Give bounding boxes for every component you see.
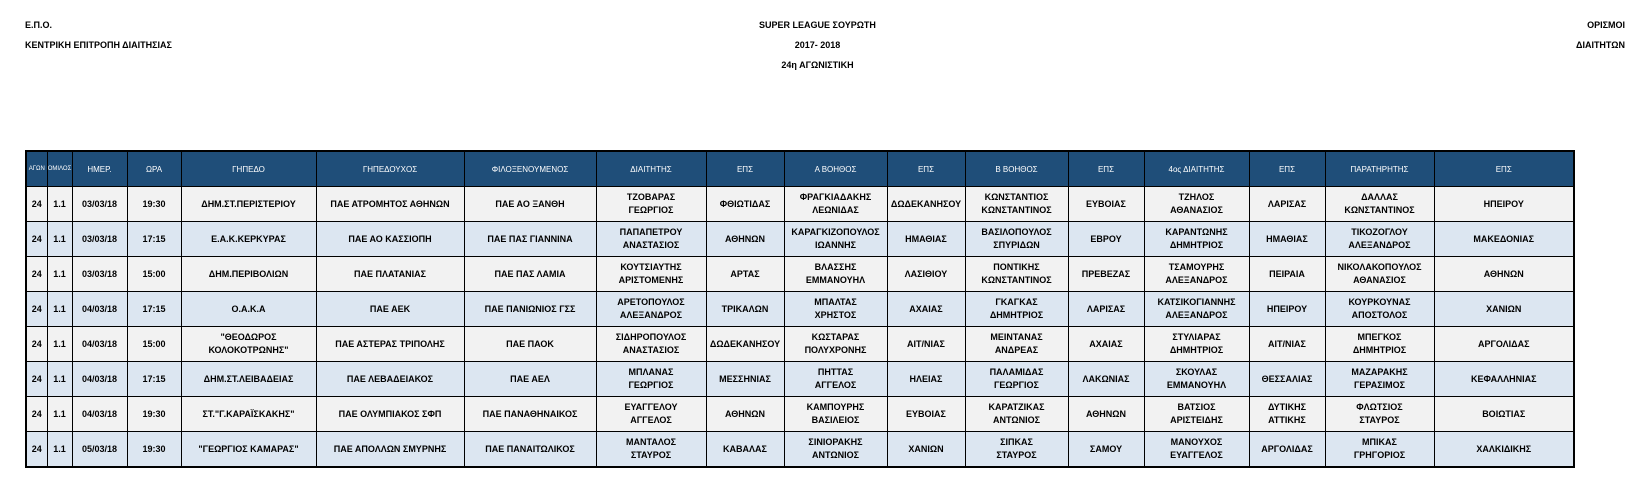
cell-agon: 24 [26,362,47,397]
cell-assistant-b-eps: ΣΑΜΟΥ [1068,432,1144,468]
cell-home: ΠΑΕ ΑΤΡΟΜΗΤΟΣ ΑΘΗΝΩΝ [316,187,464,222]
cell-date: 04/03/18 [72,292,127,327]
cell-agon: 24 [26,257,47,292]
col-header: ΩΡΑ [127,151,181,187]
cell-assistant-b: ΠΟΝΤΙΚΗΣ ΚΩΝΣΤΑΝΤΙΝΟΣ [965,257,1068,292]
cell-home: ΠΑΕ ΑΠΟΛΛΩΝ ΣΜΥΡΝΗΣ [316,432,464,468]
cell-fourth-official-eps: ΔΥΤΙΚΗΣ ΑΤΤΙΚΗΣ [1249,397,1325,432]
cell-assistant-b-eps: ΑΘΗΝΩΝ [1068,397,1144,432]
cell-fourth-official: ΒΑΤΣΙΟΣ ΑΡΙΣΤΕΙΔΗΣ [1144,397,1249,432]
cell-stadium: ΔΗΜ.ΣΤ.ΛΕΙΒΑΔΕΙΑΣ [181,362,316,397]
table-row [26,432,1574,468]
cell-stadium: Ε.Α.Κ.ΚΕΡΚΥΡΑΣ [181,222,316,257]
col-header: Β ΒΟΗΘΟΣ [965,151,1068,187]
referee-assignments-table [25,150,1575,468]
doc-title-line2: ΔΙΑΙΤΗΤΩΝ [1575,40,1625,50]
col-header: ΑΓΩΝ [26,151,47,187]
cell-observer-eps: ΧΑΛΚΙΔΙΚΗΣ [1434,432,1574,468]
cell-omilos: 1.1 [47,222,72,257]
cell-time: 15:00 [127,327,181,362]
cell-date: 03/03/18 [72,257,127,292]
table-row [26,222,1574,257]
cell-assistant-a: ΜΠΑΛΤΑΣ ΧΡΗΣΤΟΣ [784,292,887,327]
cell-referee-eps: ΑΡΤΑΣ [706,257,784,292]
cell-time: 17:15 [127,292,181,327]
cell-referee: ΠΑΠΑΠΕΤΡΟΥ ΑΝΑΣΤΑΣΙΟΣ [596,222,706,257]
cell-observer-eps: ΜΑΚΕΔΟΝΙΑΣ [1434,222,1574,257]
cell-observer: ΝΙΚΟΛΑΚΟΠΟΥΛΟΣ ΑΘΑΝΑΣΙΟΣ [1325,257,1434,292]
cell-fourth-official: ΚΑΡΑΝΤΩΝΗΣ ΔΗΜΗΤΡΙΟΣ [1144,222,1249,257]
cell-time: 19:30 [127,432,181,468]
cell-assistant-b: ΣΙΠΚΑΣ ΣΤΑΥΡΟΣ [965,432,1068,468]
cell-omilos: 1.1 [47,257,72,292]
cell-assistant-a-eps: ΑΧΑΙΑΣ [887,292,965,327]
col-header: ΕΠΣ [1434,151,1574,187]
col-header: ΗΜΕΡ. [72,151,127,187]
cell-referee-eps: ΔΩΔΕΚΑΝΗΣΟΥ [706,327,784,362]
cell-date: 03/03/18 [72,187,127,222]
col-header: Α ΒΟΗΘΟΣ [784,151,887,187]
cell-away: ΠΑΕ ΑΕΛ [464,362,596,397]
table-row [26,292,1574,327]
cell-home: ΠΑΕ ΑΕΚ [316,292,464,327]
cell-assistant-b-eps: ΕΒΡΟΥ [1068,222,1144,257]
cell-assistant-b: ΚΩΝΣΤΑΝΤΙΟΣ ΚΩΝΣΤΑΝΤΙΝΟΣ [965,187,1068,222]
cell-away: ΠΑΕ ΑΟ ΞΑΝΘΗ [464,187,596,222]
cell-observer-eps: ΑΡΓΟΛΙΔΑΣ [1434,327,1574,362]
table-row [26,362,1574,397]
cell-fourth-official-eps: ΠΕΙΡΑΙΑ [1249,257,1325,292]
cell-agon: 24 [26,432,47,468]
cell-observer-eps: ΧΑΝΙΩΝ [1434,292,1574,327]
cell-referee: ΜΠΛΑΝΑΣ ΓΕΩΡΓΙΟΣ [596,362,706,397]
cell-home: ΠΑΕ ΟΛΥΜΠΙΑΚΟΣ ΣΦΠ [316,397,464,432]
cell-observer: ΤΙΚΟΖΟΓΛΟΥ ΑΛΕΞΑΝΔΡΟΣ [1325,222,1434,257]
doc-title-line1: ΟΡΙΣΜΟΙ [1587,20,1625,30]
cell-home: ΠΑΕ ΑΟ ΚΑΣΣΙΟΠΗ [316,222,464,257]
cell-omilos: 1.1 [47,432,72,468]
cell-omilos: 1.1 [47,362,72,397]
table-row [26,257,1574,292]
cell-agon: 24 [26,397,47,432]
cell-fourth-official-eps: ΘΕΣΣΑΛΙΑΣ [1249,362,1325,397]
cell-omilos: 1.1 [47,327,72,362]
cell-referee: ΑΡΕΤΟΠΟΥΛΟΣ ΑΛΕΞΑΝΔΡΟΣ [596,292,706,327]
cell-referee-eps: ΚΑΒΑΛΑΣ [706,432,784,468]
cell-agon: 24 [26,292,47,327]
cell-date: 04/03/18 [72,362,127,397]
cell-fourth-official: ΚΑΤΣΙΚΟΓΙΑΝΝΗΣ ΑΛΕΞΑΝΔΡΟΣ [1144,292,1249,327]
col-header: ΔΙΑΙΤΗΤΗΣ [596,151,706,187]
cell-referee-eps: ΦΘΙΩΤΙΔΑΣ [706,187,784,222]
cell-assistant-a-eps: ΔΩΔΕΚΑΝΗΣΟΥ [887,187,965,222]
cell-assistant-a: ΦΡΑΓΚΙΑΔΑΚΗΣ ΛΕΩΝΙΔΑΣ [784,187,887,222]
col-header: ΠΑΡΑΤΗΡΗΤΗΣ [1325,151,1434,187]
col-header: 4ος ΔΙΑΙΤΗΤΗΣ [1144,151,1249,187]
table-row [26,187,1574,222]
cell-home: ΠΑΕ ΑΣΤΕΡΑΣ ΤΡΙΠΟΛΗΣ [316,327,464,362]
cell-time: 17:15 [127,222,181,257]
cell-referee: ΜΑΝΤΑΛΟΣ ΣΤΑΥΡΟΣ [596,432,706,468]
cell-observer-eps: ΑΘΗΝΩΝ [1434,257,1574,292]
cell-assistant-a: ΚΩΣΤΑΡΑΣ ΠΟΛΥΧΡΟΝΗΣ [784,327,887,362]
cell-assistant-b-eps: ΛΑΡΙΣΑΣ [1068,292,1144,327]
cell-time: 15:00 [127,257,181,292]
cell-stadium: Ο.Α.Κ.Α [181,292,316,327]
col-header: ΦΙΛΟΞΕΝΟΥΜΕΝΟΣ [464,151,596,187]
cell-referee-eps: ΑΘΗΝΩΝ [706,222,784,257]
cell-assistant-b: ΓΚΑΓΚΑΣ ΔΗΜΗΤΡΙΟΣ [965,292,1068,327]
cell-assistant-a: ΣΙΝΙΟΡΑΚΗΣ ΑΝΤΩΝΙΟΣ [784,432,887,468]
cell-away: ΠΑΕ ΠΑΟΚ [464,327,596,362]
cell-observer-eps: ΒΟΙΩΤΙΑΣ [1434,397,1574,432]
cell-referee: ΕΥΑΓΓΕΛΟΥ ΑΓΓΕΛΟΣ [596,397,706,432]
cell-agon: 24 [26,327,47,362]
cell-assistant-a-eps: ΗΜΑΘΙΑΣ [887,222,965,257]
cell-fourth-official-eps: ΗΜΑΘΙΑΣ [1249,222,1325,257]
cell-assistant-b: ΠΑΛΑΜΙΔΑΣ ΓΕΩΡΓΙΟΣ [965,362,1068,397]
cell-assistant-b: ΜΕΙΝΤΑΝΑΣ ΑΝΔΡΕΑΣ [965,327,1068,362]
cell-date: 05/03/18 [72,432,127,468]
cell-fourth-official: ΣΚΟΥΛΑΣ ΕΜΜΑΝΟΥΗΛ [1144,362,1249,397]
cell-stadium: ΣΤ."Γ.ΚΑΡΑΪΣΚΑΚΗΣ" [181,397,316,432]
cell-referee: ΣΙΔΗΡΟΠΟΥΛΟΣ ΑΝΑΣΤΑΣΙΟΣ [596,327,706,362]
cell-stadium: "ΘΕΟΔΩΡΟΣ ΚΟΛΟΚΟΤΡΩΝΗΣ" [181,327,316,362]
cell-away: ΠΑΕ ΠΑΣ ΛΑΜΙΑ [464,257,596,292]
cell-away: ΠΑΕ ΠΑΝΙΩΝΙΟΣ ΓΣΣ [464,292,596,327]
cell-observer: ΦΛΩΤΣΙΟΣ ΣΤΑΥΡΟΣ [1325,397,1434,432]
table-row [26,397,1574,432]
col-header: ΕΠΣ [1068,151,1144,187]
cell-referee: ΚΟΥΤΣΙΑΥΤΗΣ ΑΡΙΣΤΟΜΕΝΗΣ [596,257,706,292]
cell-assistant-a-eps: ΧΑΝΙΩΝ [887,432,965,468]
cell-assistant-a: ΚΑΜΠΟΥΡΗΣ ΒΑΣΙΛΕΙΟΣ [784,397,887,432]
cell-assistant-a-eps: ΕΥΒΟΙΑΣ [887,397,965,432]
cell-omilos: 1.1 [47,187,72,222]
cell-assistant-a-eps: ΗΛΕΙΑΣ [887,362,965,397]
cell-stadium: ΔΗΜ.ΠΕΡΙΒΟΛΙΩΝ [181,257,316,292]
cell-referee: ΤΖΟΒΑΡΑΣ ΓΕΩΡΓΙΟΣ [596,187,706,222]
col-header: ΟΜΙΛΟΣ [47,151,72,187]
cell-observer-eps: ΗΠΕΙΡΟΥ [1434,187,1574,222]
cell-away: ΠΑΕ ΠΑΝΑΙΤΩΛΙΚΟΣ [464,432,596,468]
season: 2017- 2018 [794,40,841,50]
cell-fourth-official-eps: ΛΑΡΙΣΑΣ [1249,187,1325,222]
org-name: ΚΕΝΤΡΙΚΗ ΕΠΙΤΡΟΠΗ ΔΙΑΙΤΗΣΙΑΣ [25,40,172,50]
cell-home: ΠΑΕ ΛΕΒΑΔΕΙΑΚΟΣ [316,362,464,397]
cell-fourth-official-eps: ΑΡΓΟΛΙΔΑΣ [1249,432,1325,468]
cell-agon: 24 [26,187,47,222]
cell-observer: ΜΠΙΚΑΣ ΓΡΗΓΟΡΙΟΣ [1325,432,1434,468]
cell-observer: ΔΑΛΛΑΣ ΚΩΝΣΤΑΝΤΙΝΟΣ [1325,187,1434,222]
table-header-row [26,151,1574,187]
col-header: ΓΗΠΕΔΟ [181,151,316,187]
cell-assistant-a: ΒΛΑΣΣΗΣ ΕΜΜΑΝΟΥΗΛ [784,257,887,292]
cell-time: 17:15 [127,362,181,397]
col-header: ΕΠΣ [1249,151,1325,187]
col-header: ΓΗΠΕΔΟΥΧΟΣ [316,151,464,187]
cell-fourth-official: ΜΑΝΟΥΧΟΣ ΕΥΑΓΓΕΛΟΣ [1144,432,1249,468]
cell-observer-eps: ΚΕΦΑΛΛΗΝΙΑΣ [1434,362,1574,397]
cell-date: 03/03/18 [72,222,127,257]
col-header: ΕΠΣ [706,151,784,187]
cell-time: 19:30 [127,397,181,432]
cell-home: ΠΑΕ ΠΛΑΤΑΝΙΑΣ [316,257,464,292]
cell-omilos: 1.1 [47,292,72,327]
cell-date: 04/03/18 [72,327,127,362]
cell-time: 19:30 [127,187,181,222]
matchday: 24η ΑΓΩΝΙΣΤΙΚΗ [781,60,854,70]
league-title: SUPER LEAGUE ΣΟΥΡΩΤΗ [759,20,876,30]
cell-stadium: "ΓΕΩΡΓΙΟΣ ΚΑΜΑΡΑΣ" [181,432,316,468]
cell-referee-eps: ΤΡΙΚΑΛΩΝ [706,292,784,327]
cell-fourth-official-eps: ΑΙΤ/ΝΙΑΣ [1249,327,1325,362]
cell-assistant-b-eps: ΕΥΒΟΙΑΣ [1068,187,1144,222]
cell-observer: ΚΟΥΡΚΟΥΝΑΣ ΑΠΟΣΤΟΛΟΣ [1325,292,1434,327]
cell-assistant-a: ΚΑΡΑΓΚΙΖΟΠΟΥΛΟΣ ΙΩΑΝΝΗΣ [784,222,887,257]
cell-assistant-b-eps: ΑΧΑΙΑΣ [1068,327,1144,362]
cell-fourth-official-eps: ΗΠΕΙΡΟΥ [1249,292,1325,327]
cell-away: ΠΑΕ ΠΑΣ ΓΙΑΝΝΙΝΑ [464,222,596,257]
col-header: ΕΠΣ [887,151,965,187]
cell-omilos: 1.1 [47,397,72,432]
cell-fourth-official: ΤΖΗΛΟΣ ΑΘΑΝΑΣΙΟΣ [1144,187,1249,222]
cell-fourth-official: ΤΣΑΜΟΥΡΗΣ ΑΛΕΞΑΝΔΡΟΣ [1144,257,1249,292]
cell-fourth-official: ΣΤΥΛΙΑΡΑΣ ΔΗΜΗΤΡΙΟΣ [1144,327,1249,362]
cell-assistant-a-eps: ΑΙΤ/ΝΙΑΣ [887,327,965,362]
table-row [26,327,1574,362]
cell-observer: ΜΠΕΓΚΟΣ ΔΗΜΗΤΡΙΟΣ [1325,327,1434,362]
cell-assistant-a-eps: ΛΑΣΙΘΙΟΥ [887,257,965,292]
cell-assistant-b-eps: ΠΡΕΒΕΖΑΣ [1068,257,1144,292]
cell-observer: ΜΑΖΑΡΑΚΗΣ ΓΕΡΑΣΙΜΟΣ [1325,362,1434,397]
cell-assistant-b: ΚΑΡΑΤΖΙΚΑΣ ΑΝΤΩΝΙΟΣ [965,397,1068,432]
cell-stadium: ΔΗΜ.ΣΤ.ΠΕΡΙΣΤΕΡΙΟΥ [181,187,316,222]
cell-referee-eps: ΑΘΗΝΩΝ [706,397,784,432]
cell-referee-eps: ΜΕΣΣΗΝΙΑΣ [706,362,784,397]
cell-assistant-b-eps: ΛΑΚΩΝΙΑΣ [1068,362,1144,397]
cell-agon: 24 [26,222,47,257]
cell-assistant-b: ΒΑΣΙΛΟΠΟΥΛΟΣ ΣΠΥΡΙΔΩΝ [965,222,1068,257]
org-abbrev: Ε.Π.Ο. [25,20,53,30]
cell-date: 04/03/18 [72,397,127,432]
cell-away: ΠΑΕ ΠΑΝΑΘΗΝΑΙΚΟΣ [464,397,596,432]
cell-assistant-a: ΠΗΤΤΑΣ ΑΓΓΕΛΟΣ [784,362,887,397]
